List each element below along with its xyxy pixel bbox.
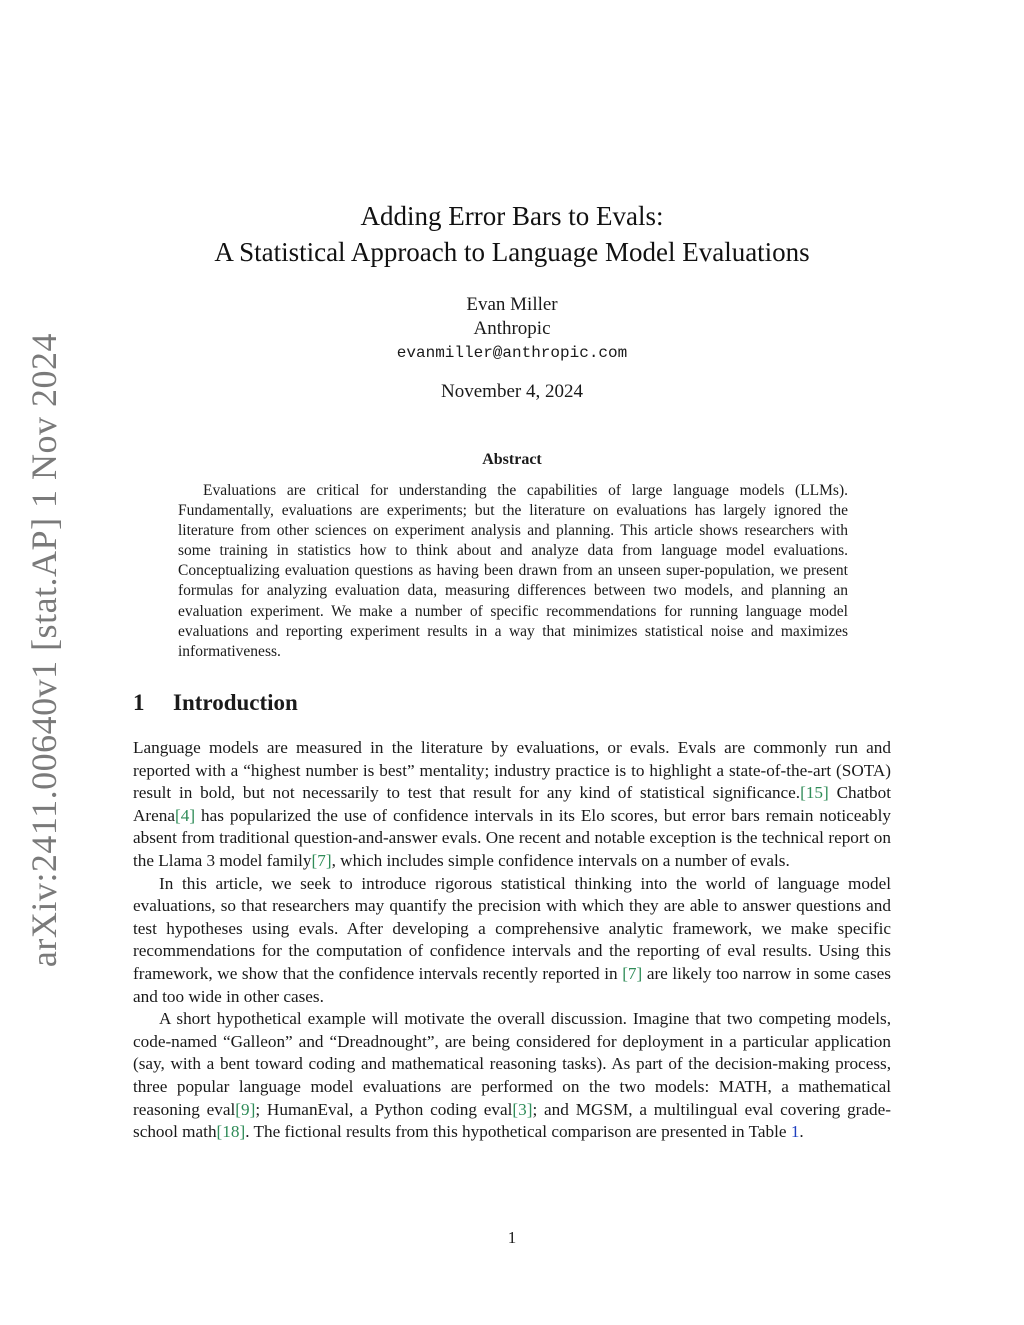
title-line-1: Adding Error Bars to Evals: bbox=[360, 201, 664, 231]
citation-link[interactable]: [4] bbox=[175, 805, 196, 825]
paper-title bbox=[0, 198, 1024, 270]
author-name: Evan Miller bbox=[466, 294, 558, 315]
citation-link[interactable]: [3] bbox=[512, 1099, 533, 1119]
abstract-heading: Abstract bbox=[482, 451, 542, 468]
page-number: 1 bbox=[507, 1228, 517, 1247]
citation-link[interactable]: [7] bbox=[622, 963, 643, 983]
paragraph-text: A short hypothetical example will motivate the overall discussion. Imagine that two competing models, code-named “Galleon” and “Dreadnought”, are being considered for deployment in a particular application (say, with a bent toward coding and mathematical reasoning tasks). As part of the decision-making process, three popular language model evaluations are performed on the two models: MATH, a mathematical reasoning eval bbox=[133, 1009, 891, 1119]
introduction-body bbox=[133, 737, 891, 1144]
section-title: Introduction bbox=[173, 690, 298, 715]
paragraph-text: has popularized the use of confidence intervals in its Elo scores, but error bars remain noticeably absent from traditional question-and-answer evals. One recent and notable exception is the technical report on the Llama 3 model family bbox=[133, 805, 891, 870]
paragraph-3 bbox=[133, 1008, 891, 1144]
table-reference-link[interactable]: 1 bbox=[790, 1122, 800, 1142]
paragraph-text: are likely too narrow in some cases and too wide in other cases. bbox=[133, 963, 891, 1006]
section-heading bbox=[133, 690, 298, 716]
paragraph-text: . bbox=[799, 1122, 804, 1142]
paragraph-text: . The fictional results from this hypothetical comparison are presented in Table bbox=[245, 1122, 791, 1142]
paragraph-text: In this article, we seek to introduce rigorous statistical thinking into the world of language model evaluations, so that researchers may quantify the precision with which they are able to answer questions and test hypotheses using evals. After developing a comprehensive analytic framework, we make specific recommendations for the computation of confidence intervals and the reporting of eval results. Using this framework, we show that the confidence intervals recently reported in bbox=[133, 873, 891, 983]
author-block bbox=[0, 293, 1024, 365]
citation-link[interactable]: [18] bbox=[216, 1122, 246, 1142]
citation-link[interactable]: [7] bbox=[311, 850, 332, 870]
paragraph-text: Language models are measured in the literature by evaluations, or evals. Evals are commonly run and reported with a “highest number is best” mentality; industry practice is to highlight a state-of-the-art (SOTA) result in bold, but not necessarily to test that result for any kind of statistical significance. bbox=[133, 738, 891, 803]
paragraph-text: Chatbot Arena bbox=[133, 783, 891, 825]
citation-link[interactable]: [15] bbox=[800, 783, 829, 803]
paragraph-text: ; HumanEval, a Python coding eval bbox=[255, 1099, 513, 1119]
author-affiliation: Anthropic bbox=[473, 318, 551, 339]
paragraph-text: ; and MGSM, a multilingual eval covering grade-school math bbox=[133, 1099, 891, 1142]
paragraph-text: , which includes simple confidence intervals on a number of evals. bbox=[331, 850, 790, 870]
author-email: evanmiller@anthropic.com bbox=[396, 344, 628, 362]
publication-date: November 4, 2024 bbox=[441, 381, 583, 402]
paragraph-1 bbox=[133, 737, 891, 873]
title-line-2: A Statistical Approach to Language Model Evaluations bbox=[214, 237, 810, 267]
abstract-text: Evaluations are critical for understanding the capabilities of large language models (LLMs). Fundamentally, evaluations are experiments; but the literature on evaluations has largely ignored the literature from other sciences on experiment analysis and planning. This article shows researchers with some training in statistics how to think about and analyze data from language model evaluations. Conceptualizing evaluation questions as having been drawn from an unseen super-population, we present formulas for analyzing evaluation data, measuring differences between two models, and planning an evaluation experiment. We make a number of specific recommendations for running language model evaluations and reporting experiment results in a way that minimizes statistical noise and maximizes informativeness. bbox=[178, 482, 848, 660]
section-number: 1 bbox=[133, 690, 145, 715]
citation-link[interactable]: [9] bbox=[235, 1099, 256, 1119]
paragraph-2 bbox=[133, 873, 891, 1009]
arxiv-identifier-stamp: arXiv:2411.00640v1 [stat.AP] 1 Nov 2024 bbox=[24, 332, 64, 968]
